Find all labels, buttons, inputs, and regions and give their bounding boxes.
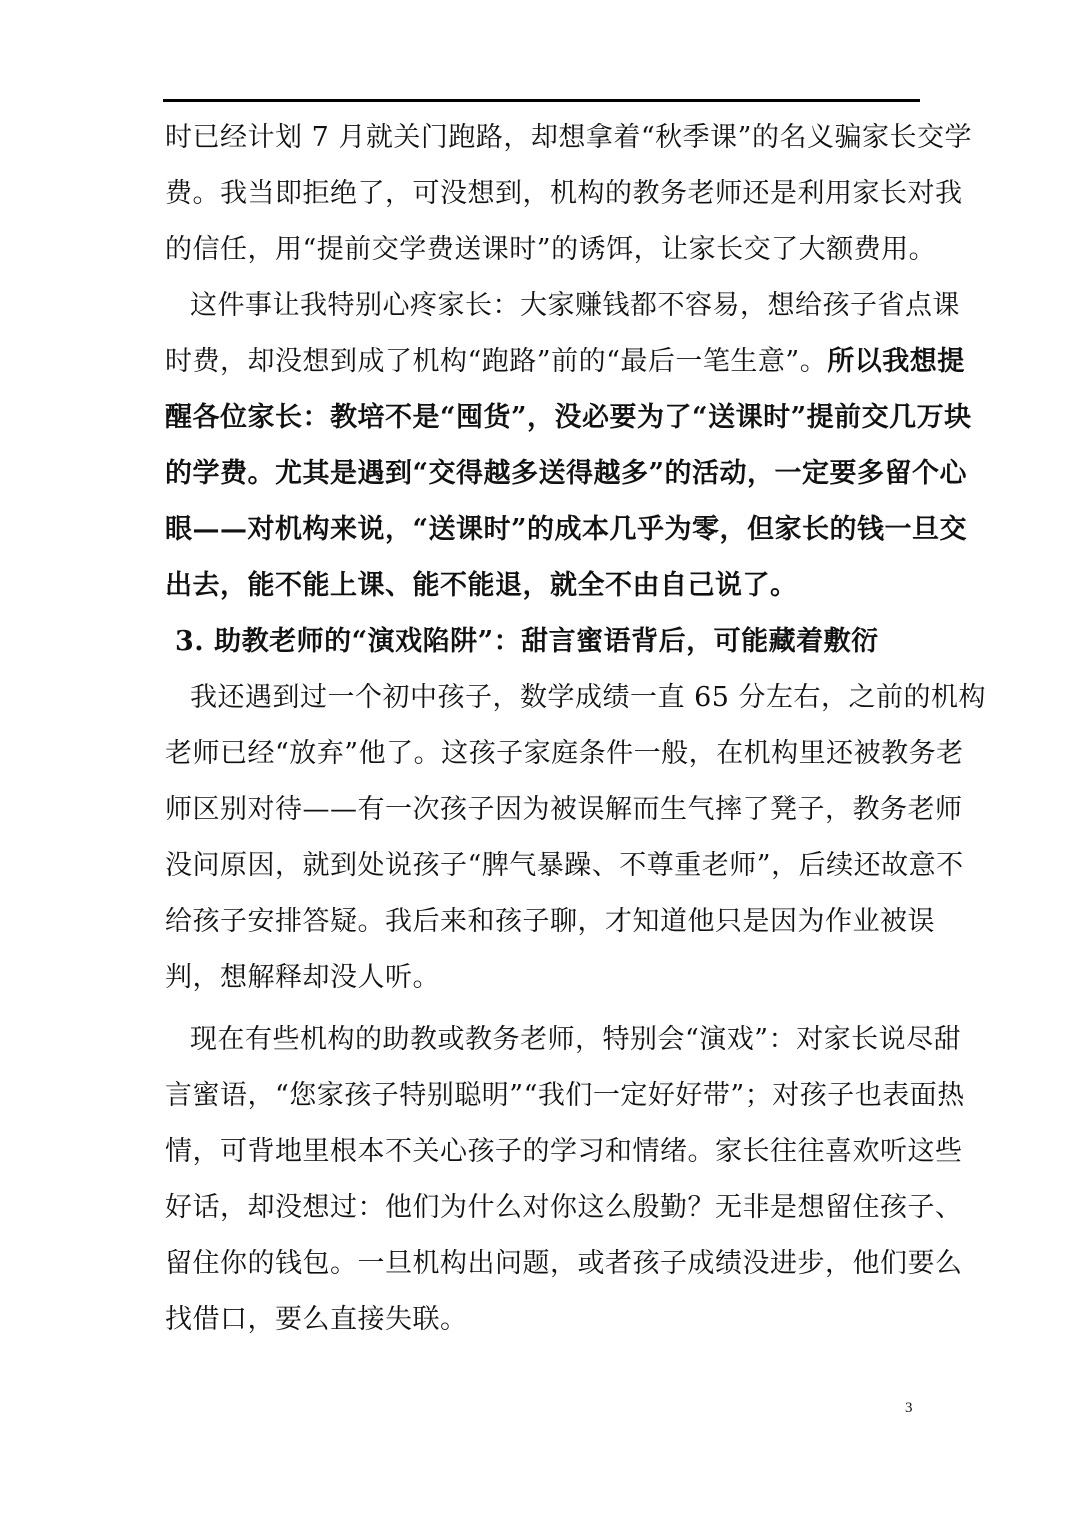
- paragraph-line: [165, 174, 963, 214]
- paragraph-line: [165, 734, 964, 774]
- text-run: 费。我当即拒绝了，可没想到，机构的教务老师还是利用家长对我: [165, 178, 963, 209]
- paragraph-line: [165, 958, 440, 998]
- paragraph-line: [165, 1132, 963, 1172]
- text-run: 时费，却没想到成了机构“跑路”前的“最后一笔生意”。: [165, 346, 828, 377]
- text-run: 现在有些机构的助教或教务老师，特别会“演戏”：对家长说尽甜: [190, 1024, 962, 1055]
- text-run: 言蜜语，“您家孩子特别聪明”“我们一定好好带”；对孩子也表面热: [165, 1080, 965, 1111]
- paragraph-line: [165, 1188, 963, 1228]
- text-run: 没问原因，就到处说孩子“脾气暴躁、不尊重老师”，后续还故意不: [165, 850, 964, 881]
- paragraph-line: [190, 286, 960, 326]
- paragraph-line: [165, 1244, 963, 1284]
- paragraph-line: [165, 1076, 965, 1116]
- page-number: 3: [905, 1400, 913, 1416]
- section-heading: [175, 622, 879, 662]
- text-run: 好话，却没想过：他们为什么对你这么殷勤？无非是想留住孩子、: [165, 1192, 963, 1223]
- text-run: 找借口，要么直接失联。: [165, 1304, 468, 1335]
- paragraph-line: [165, 790, 963, 830]
- text-run: 留住你的钱包。一旦机构出问题，或者孩子成绩没进步，他们要么: [165, 1248, 963, 1279]
- paragraph-line: [165, 1300, 468, 1340]
- bold-text: 的学费。尤其是遇到“交得越多送得越多”的活动，一定要多留个心: [165, 458, 968, 489]
- text-run: 我还遇到过一个初中孩子，数学成绩一直 65 分左右，之前的机构: [190, 682, 987, 713]
- bold-text: 眼——对机构来说，“送课时”的成本几乎为零，但家长的钱一旦交: [165, 514, 968, 545]
- paragraph-line: [165, 846, 964, 886]
- bold-text: 出去，能不能上课、能不能退，就全不由自己说了。: [165, 570, 798, 601]
- text-run: 这件事让我特别心疼家长：大家赚钱都不容易，想给孩子省点课: [190, 290, 960, 321]
- bold-text: 3. 助教老师的“演戏陷阱”：甜言蜜语背后，可能藏着敷衍: [175, 626, 879, 657]
- bold-text: 所以我想提: [827, 346, 965, 377]
- paragraph-line: [165, 454, 967, 494]
- text-run: 时已经计划 7 月就关门跑路，却想拿着“秋季课”的名义骗家长交学: [165, 122, 972, 153]
- text-run: 师区别对待——有一次孩子因为被误解而生气摔了凳子，教务老师: [165, 794, 963, 825]
- bold-text: 醒各位家长：教培不是“囤货”，没必要为了“送课时”提前交几万块: [165, 402, 972, 433]
- paragraph-line: [165, 566, 798, 606]
- text-run: 判，想解释却没人听。: [165, 962, 440, 993]
- text-run: 的信任，用“提前交学费送课时”的诱饵，让家长交了大额费用。: [165, 234, 937, 265]
- text-run: 给孩子安排答疑。我后来和孩子聊，才知道他只是因为作业被误: [165, 906, 935, 937]
- paragraph-line: [165, 118, 972, 158]
- paragraph-line: [190, 1020, 961, 1060]
- text-run: 情，可背地里根本不关心孩子的学习和情绪。家长往往喜欢听这些: [165, 1136, 963, 1167]
- paragraph-line: [165, 230, 936, 270]
- paragraph-line: [165, 510, 967, 550]
- paragraph-line: [165, 398, 972, 438]
- paragraph-line: [165, 342, 965, 382]
- paragraph-line: [190, 678, 986, 718]
- header-rule: [163, 99, 920, 102]
- paragraph-line: [165, 902, 935, 942]
- text-run: 老师已经“放弃”他了。这孩子家庭条件一般，在机构里还被教务老: [165, 738, 964, 769]
